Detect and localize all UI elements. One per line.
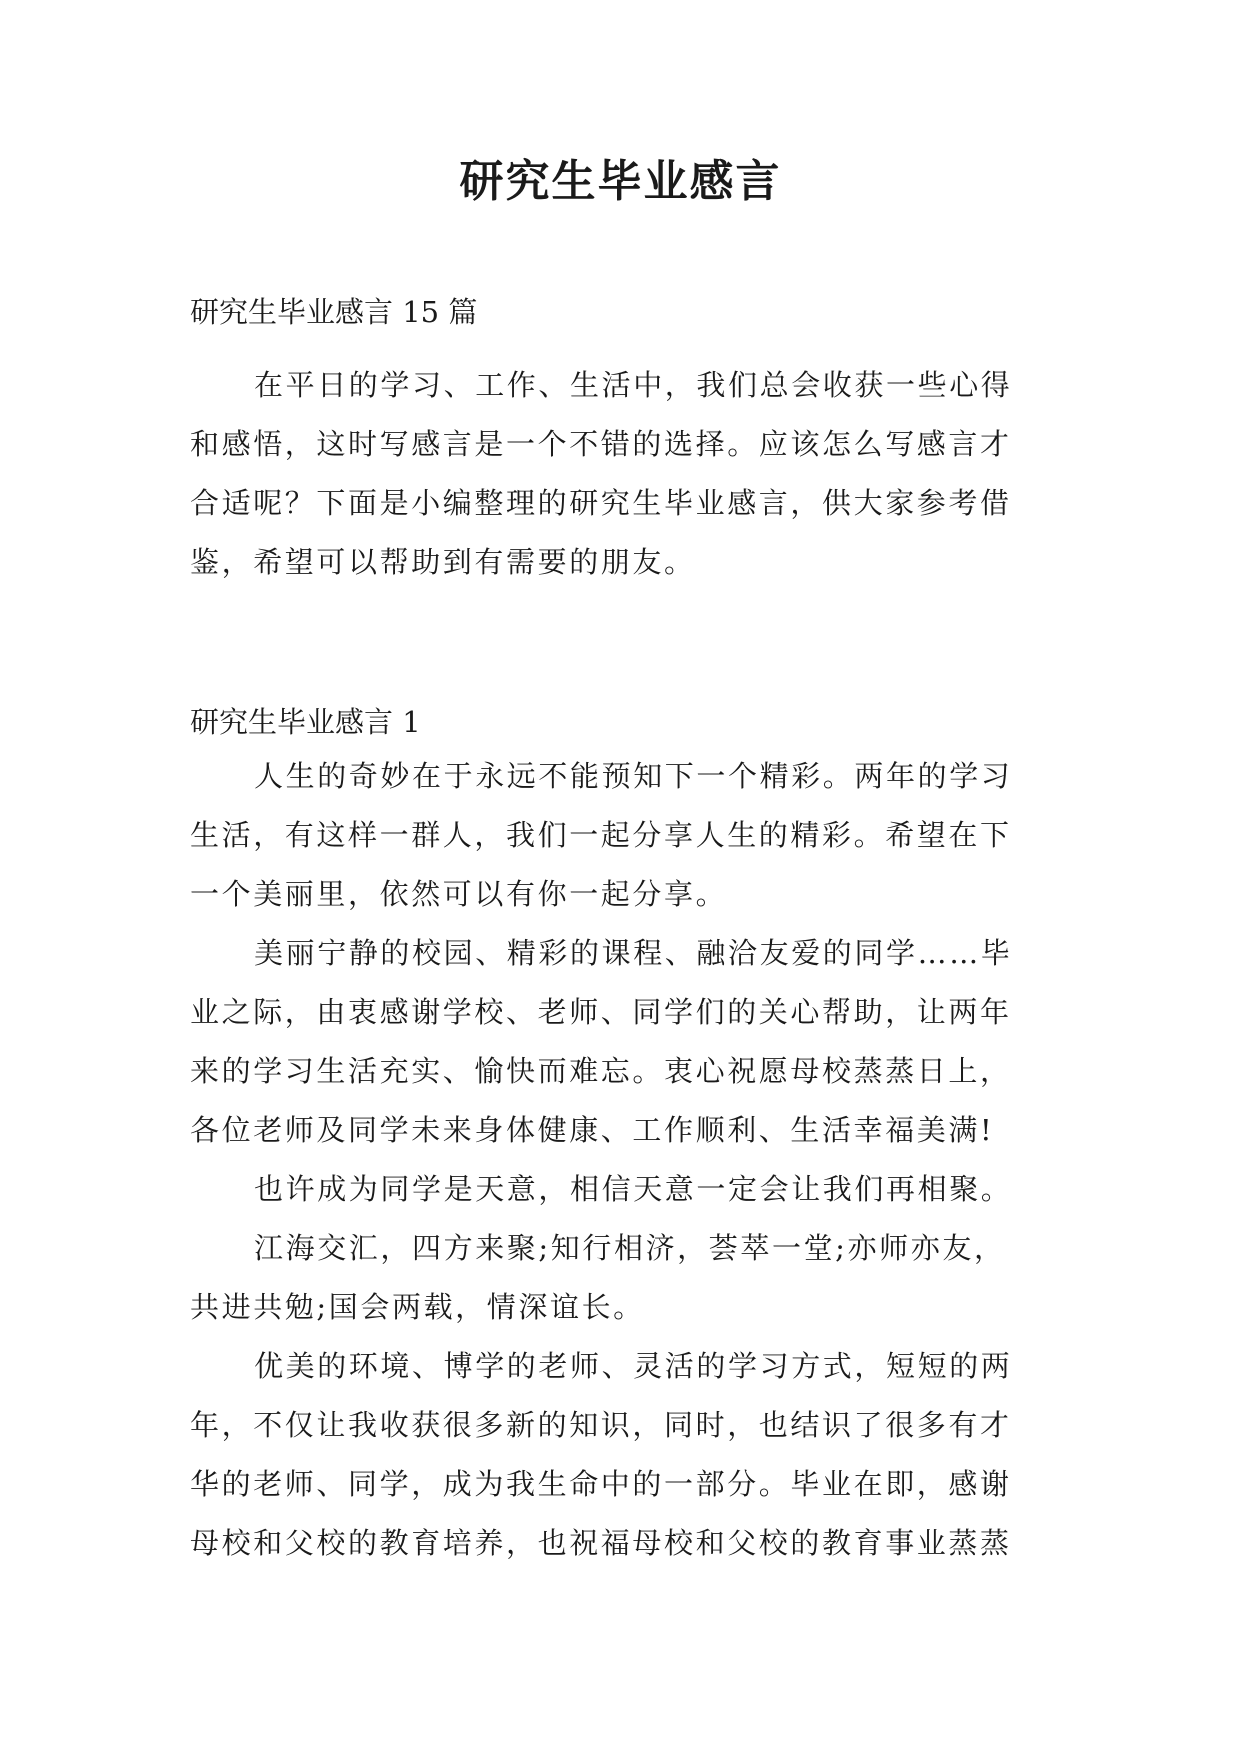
intro-line: 鉴，希望可以帮助到有需要的朋友。 <box>190 545 696 579</box>
intro-line: 合适呢？下面是小编整理的研究生毕业感言，供大家参考借 <box>190 486 1012 520</box>
paragraph-line: 江海交汇，四方来聚;知行相济，荟萃一堂;亦师亦友， <box>254 1231 1006 1265</box>
body-paragraph <box>190 747 1060 924</box>
paragraph-line: 年，不仅让我收获很多新的知识，同时，也结识了很多有才 <box>190 1408 1012 1442</box>
intro-paragraph <box>190 356 1060 592</box>
paragraph-line: 业之际，由衷感谢学校、老师、同学们的关心帮助，让两年 <box>190 995 1012 1029</box>
body-paragraph <box>190 1337 1060 1573</box>
paragraph-line: 优美的环境、博学的老师、灵活的学习方式，短短的两 <box>254 1349 1013 1383</box>
paragraph-line: 美丽宁静的校园、精彩的课程、融洽友爱的同学……毕 <box>254 936 1013 970</box>
paragraph-line: 来的学习生活充实、愉快而难忘。衷心祝愿母校蒸蒸日上， <box>190 1054 1012 1088</box>
section-heading: 研究生毕业感言 1 <box>190 705 421 739</box>
paragraph-line: 也许成为同学是天意，相信天意一定会让我们再相聚。 <box>254 1172 1013 1206</box>
paragraph-line: 共进共勉;国会两载，情深谊长。 <box>190 1290 645 1324</box>
paragraph-line: 各位老师及同学未来身体健康、工作顺利、生活幸福美满! <box>190 1113 995 1147</box>
paragraph-line: 生活，有这样一群人，我们一起分享人生的精彩。希望在下 <box>190 818 1012 852</box>
paragraph-line: 华的老师、同学，成为我生命中的一部分。毕业在即，感谢 <box>190 1467 1012 1501</box>
intro-line: 和感悟，这时写感言是一个不错的选择。应该怎么写感言才 <box>190 427 1012 461</box>
intro-line: 在平日的学习、工作、生活中，我们总会收获一些心得 <box>254 368 1013 402</box>
body-paragraph <box>190 1219 1060 1337</box>
body-paragraph <box>190 1160 1060 1219</box>
paragraph-line: 人生的奇妙在于永远不能预知下一个精彩。两年的学习 <box>254 759 1013 793</box>
body-paragraph <box>190 924 1060 1160</box>
paragraph-line: 母校和父校的教育培养，也祝福母校和父校的教育事业蒸蒸 <box>190 1526 1012 1560</box>
document-title: 研究生毕业感言 <box>459 156 782 207</box>
paragraph-line: 一个美丽里，依然可以有你一起分享。 <box>190 877 728 911</box>
document-subtitle: 研究生毕业感言 15 篇 <box>190 295 478 329</box>
